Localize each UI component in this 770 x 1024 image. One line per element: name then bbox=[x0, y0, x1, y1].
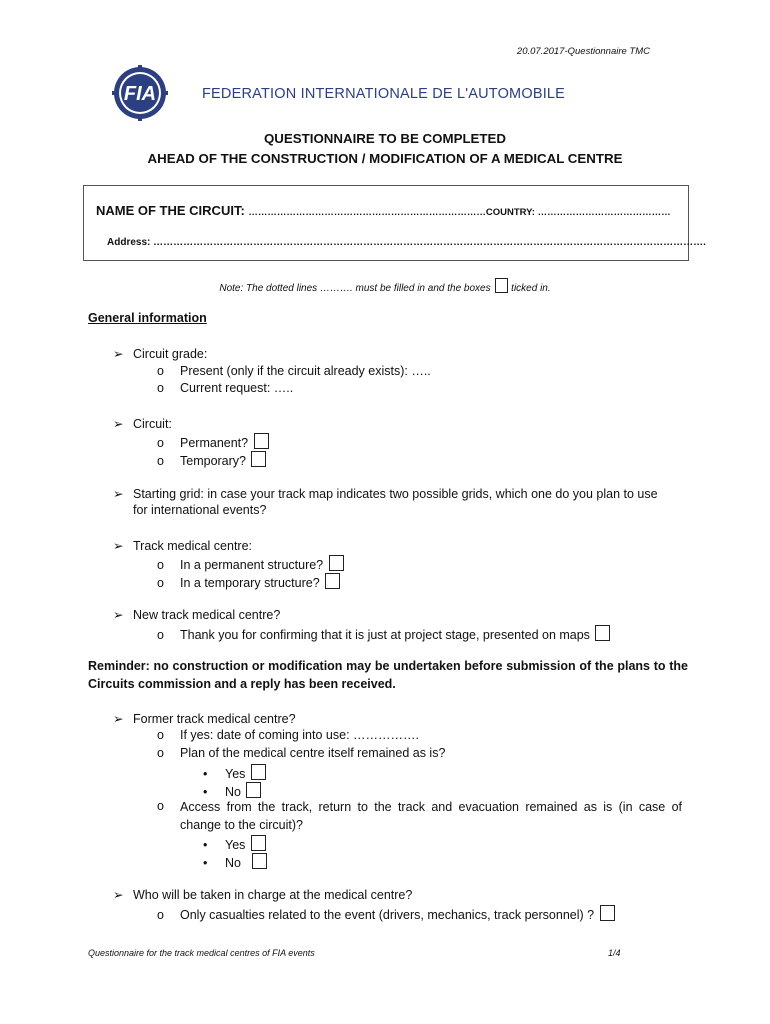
arrow-bullet-icon: ➢ bbox=[113, 417, 124, 431]
arrow-bullet-icon: ➢ bbox=[113, 487, 124, 501]
circle-bullet-icon: o bbox=[157, 628, 164, 642]
arrow-bullet-icon: ➢ bbox=[113, 888, 124, 902]
item-label: Thank you for confirming that it is just at project stage, presented on maps bbox=[180, 628, 590, 642]
dot-bullet-icon: • bbox=[203, 838, 208, 852]
item-label: Track medical centre: bbox=[133, 539, 253, 553]
item-label: No bbox=[225, 856, 241, 870]
list-item-grade-request bbox=[157, 381, 293, 395]
access-no-checkbox[interactable] bbox=[252, 853, 267, 869]
item-label: No bbox=[225, 785, 241, 799]
list-item-access-yes bbox=[203, 835, 266, 852]
circuit-name-field[interactable]: ………………………………………………………………… bbox=[248, 207, 486, 218]
plan-yes-checkbox[interactable] bbox=[251, 764, 266, 780]
list-item-permanent bbox=[157, 433, 269, 450]
dot-bullet-icon: • bbox=[203, 785, 208, 799]
address-field[interactable]: …………………………………………………………………………………………………………………………………………………. bbox=[153, 237, 706, 248]
section-heading-general: General information bbox=[88, 311, 207, 325]
reminder-paragraph: Reminder: no construction or modification may be undertaken before submission of the plans to the Circuits commission and a reply has been received. bbox=[88, 659, 688, 691]
list-item-temporary bbox=[157, 451, 266, 468]
only-casualties-checkbox[interactable] bbox=[600, 905, 615, 921]
list-item-plan-yes bbox=[203, 764, 266, 781]
plan-no-checkbox[interactable] bbox=[246, 782, 261, 798]
list-item-who-in-charge bbox=[113, 887, 412, 902]
list-item-track-medical-centre bbox=[113, 538, 252, 553]
grade-request-field[interactable]: Current request: ….. bbox=[180, 381, 294, 395]
svg-text:FIA: FIA bbox=[123, 83, 157, 105]
arrow-bullet-icon: ➢ bbox=[113, 347, 124, 361]
page-title-line-2: AHEAD OF THE CONSTRUCTION / MODIFICATION OF A MEDICAL CENTRE bbox=[147, 151, 623, 166]
list-item-starting-grid bbox=[113, 486, 658, 501]
list-item-access-no bbox=[203, 853, 267, 870]
circuit-info-box bbox=[83, 185, 689, 261]
page-title-line-1: QUESTIONNAIRE TO BE COMPLETED bbox=[263, 131, 507, 146]
circle-bullet-icon: o bbox=[157, 364, 164, 378]
note-text-before: Note: The dotted lines ………. must be filled in and the boxes bbox=[219, 283, 494, 294]
starting-grid-continuation: for international events? bbox=[133, 503, 267, 517]
item-label: Circuit: bbox=[133, 417, 172, 431]
circle-bullet-icon: o bbox=[157, 746, 164, 760]
item-label: New track medical centre? bbox=[133, 608, 281, 622]
circuit-name-label: NAME OF THE CIRCUIT: bbox=[96, 203, 249, 218]
circle-bullet-icon: o bbox=[157, 558, 164, 572]
dot-bullet-icon: • bbox=[203, 856, 208, 870]
circle-bullet-icon: o bbox=[157, 454, 164, 468]
access-remained-question: Access from the track, return to the track and evacuation remained as is (in case of change to the circuit)? bbox=[180, 800, 682, 832]
list-item-plan-no bbox=[203, 782, 261, 799]
list-item-project-stage bbox=[157, 625, 610, 642]
list-item-plan-remained bbox=[157, 746, 445, 760]
circle-bullet-icon: o bbox=[157, 799, 164, 813]
item-label: Who will be taken in charge at the medical centre? bbox=[133, 888, 413, 902]
organization-name: FEDERATION INTERNATIONALE DE L'AUTOMOBILE bbox=[202, 86, 566, 102]
page-number: 1/4 bbox=[608, 948, 621, 958]
permanent-checkbox[interactable] bbox=[254, 433, 269, 449]
item-label: Starting grid: in case your track map indicates two possible grids, which one do you plan to use bbox=[133, 487, 658, 501]
country-label: COUNTRY: bbox=[485, 207, 538, 218]
item-label: Yes bbox=[225, 767, 246, 781]
date-into-use-field[interactable]: If yes: date of coming into use: ……………. bbox=[180, 728, 419, 742]
dot-bullet-icon: • bbox=[203, 767, 208, 781]
item-label: Only casualties related to the event (drivers, mechanics, track personnel) ? bbox=[180, 908, 595, 922]
list-item-circuit bbox=[113, 416, 172, 431]
list-item-permanent-structure bbox=[157, 555, 344, 572]
circle-bullet-icon: o bbox=[157, 908, 164, 922]
item-label: Yes bbox=[225, 838, 246, 852]
list-item-date-into-use bbox=[157, 728, 419, 742]
circle-bullet-icon: o bbox=[157, 381, 164, 395]
fill-instructions-note bbox=[0, 278, 770, 294]
address-label: Address: bbox=[107, 237, 154, 248]
arrow-bullet-icon: ➢ bbox=[113, 539, 124, 553]
address-line bbox=[107, 237, 706, 248]
arrow-bullet-icon: ➢ bbox=[113, 712, 124, 726]
footer-document-title: Questionnaire for the track medical centres of FIA events bbox=[88, 948, 315, 958]
country-field[interactable]: …………………………………… bbox=[537, 207, 671, 218]
circle-bullet-icon: o bbox=[157, 728, 164, 742]
grade-present-field[interactable]: Present (only if the circuit already exists): ….. bbox=[180, 364, 431, 378]
circle-bullet-icon: o bbox=[157, 576, 164, 590]
list-item-new-medical-centre bbox=[113, 607, 280, 622]
item-label: Plan of the medical centre itself remained as is? bbox=[180, 746, 446, 760]
list-item-only-casualties bbox=[157, 905, 615, 922]
item-label: Permanent? bbox=[180, 436, 249, 450]
example-checkbox bbox=[495, 278, 508, 293]
item-label: Temporary? bbox=[180, 454, 246, 468]
circuit-name-line bbox=[96, 203, 671, 218]
item-label: In a permanent structure? bbox=[180, 558, 324, 572]
note-text-after: ticked in. bbox=[508, 283, 551, 294]
permanent-structure-checkbox[interactable] bbox=[329, 555, 344, 571]
item-label: In a temporary structure? bbox=[180, 576, 320, 590]
fia-logo bbox=[104, 65, 176, 121]
document-reference: 20.07.2017-Questionnaire TMC bbox=[516, 46, 650, 57]
circle-bullet-icon: o bbox=[157, 436, 164, 450]
access-yes-checkbox[interactable] bbox=[251, 835, 266, 851]
temporary-checkbox[interactable] bbox=[251, 451, 266, 467]
list-item-temporary-structure bbox=[157, 573, 340, 590]
project-stage-checkbox[interactable] bbox=[595, 625, 610, 641]
list-item-grade-present bbox=[157, 364, 431, 378]
item-label: Circuit grade: bbox=[133, 347, 208, 361]
list-item-former-medical-centre bbox=[113, 711, 296, 726]
item-label: Former track medical centre? bbox=[133, 712, 296, 726]
arrow-bullet-icon: ➢ bbox=[113, 608, 124, 622]
list-item-circuit-grade bbox=[113, 346, 207, 361]
temporary-structure-checkbox[interactable] bbox=[325, 573, 340, 589]
